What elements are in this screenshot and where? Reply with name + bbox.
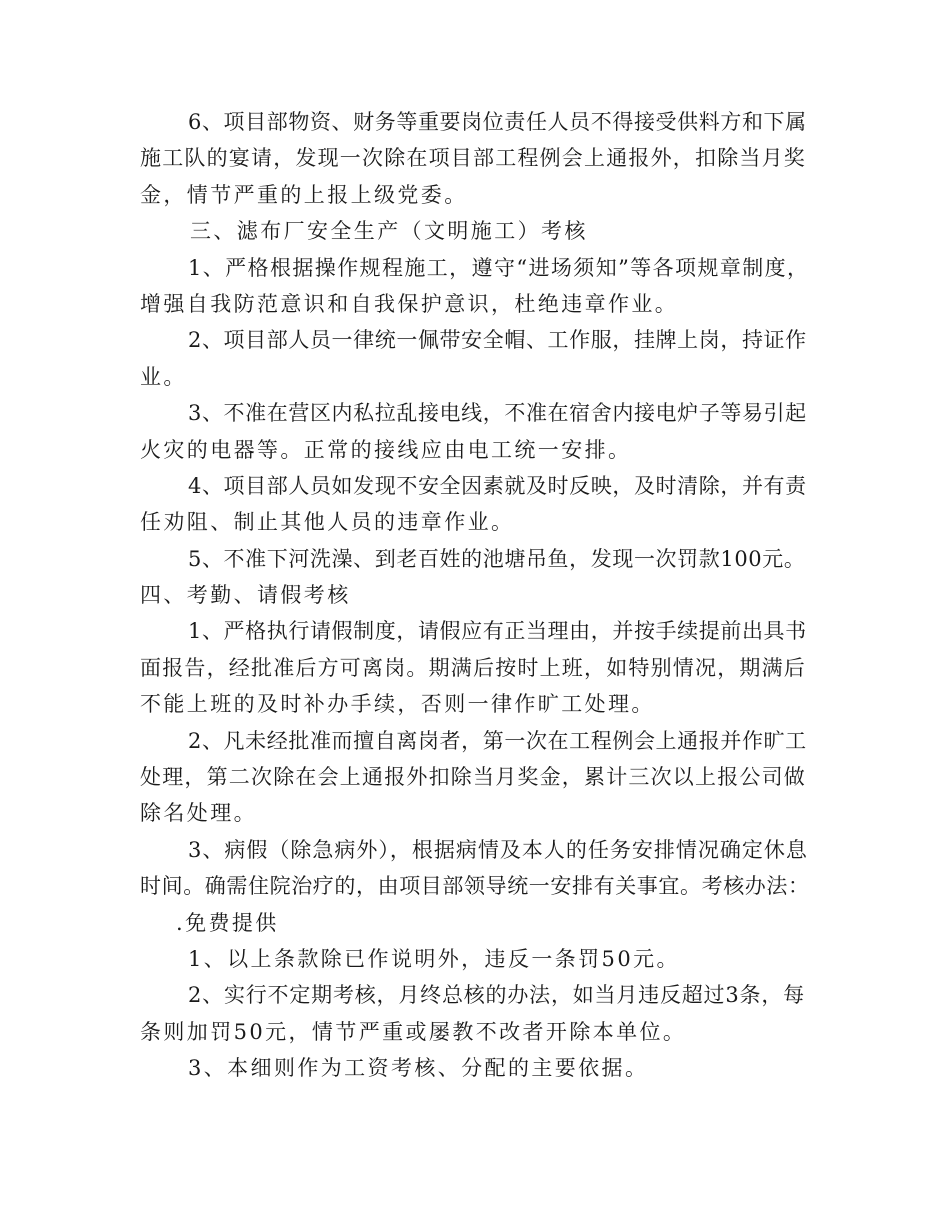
paragraph-line: 面报告，经批准后方可离岗。期满后按时上班，如特别情况，期满后 [140, 655, 806, 680]
paragraph-line: 2、实行不定期考核，月终总核的办法，如当月违反超过3条，每 [188, 983, 805, 1008]
section-heading: 三、滤布厂安全生产（文明施工）考核 [190, 219, 588, 244]
paragraph-line: 任劝阻、制止其他人员的违章作业。 [140, 510, 515, 535]
paragraph-line: 1、严格根据操作规程施工，遵守“进场须知”等各项规章制度， [188, 255, 810, 280]
paragraph-line: 火灾的电器等。正常的接线应由电工统一安排。 [140, 437, 632, 462]
paragraph-line: 处理，第二次除在会上通报外扣除当月奖金，累计三次以上报公司做 [140, 765, 806, 790]
paragraph-line: 不能上班的及时补办手续，否则一律作旷工处理。 [140, 692, 655, 717]
paragraph-line: 2、项目部人员一律统一佩带安全帽、工作服，挂牌上岗，持证作 [188, 328, 807, 353]
paragraph-line: 施工队的宴请，发现一次除在项目部工程例会上通报外，扣除当月奖 [140, 146, 806, 171]
paragraph-line: 金，情节严重的上报上级党委。 [140, 182, 468, 207]
paragraph-line: 1、严格执行请假制度，请假应有正当理由，并按手续提前出具书 [188, 619, 807, 644]
paragraph-line: 5、不准下河洗澡、到老百姓的池塘吊鱼，发现一次罚款100元。 [188, 546, 806, 571]
paragraph-line: 1、以上条款除已作说明外，违反一条罚50元。 [188, 946, 680, 971]
paragraph-line: 除名处理。 [140, 801, 257, 826]
paragraph-line: 3、病假（除急病外），根据病情及本人的任务安排情况确定休息 [188, 837, 808, 862]
section-heading: 四、考勤、请假考核 [140, 583, 351, 608]
paragraph-line: 3、不准在营区内私拉乱接电线，不准在宿舍内接电炉子等易引起 [188, 401, 807, 426]
paragraph-line: .免费提供 [176, 910, 279, 935]
paragraph-line: 时间。确需住院治疗的，由项目部领导统一安排有关事宜。考核办法： [140, 874, 810, 899]
paragraph-line: 3、本细则作为工资考核、分配的主要依据。 [188, 1056, 649, 1081]
paragraph-line: 增强自我防范意识和自我保护意识，杜绝违章作业。 [140, 291, 679, 316]
paragraph-line: 6、项目部物资、财务等重要岗位责任人员不得接受供料方和下属 [188, 110, 807, 134]
paragraph-line: 4、项目部人员如发现不安全因素就及时反映，及时清除，并有责 [188, 473, 807, 498]
document-body [140, 104, 810, 1087]
paragraph-line: 条则加罚50元，情节严重或屡教不改者开除本单位。 [140, 1019, 687, 1044]
paragraph-line: 业。 [140, 364, 187, 389]
paragraph-line: 2、凡未经批准而擅自离岗者，第一次在工程例会上通报并作旷工 [188, 728, 807, 753]
